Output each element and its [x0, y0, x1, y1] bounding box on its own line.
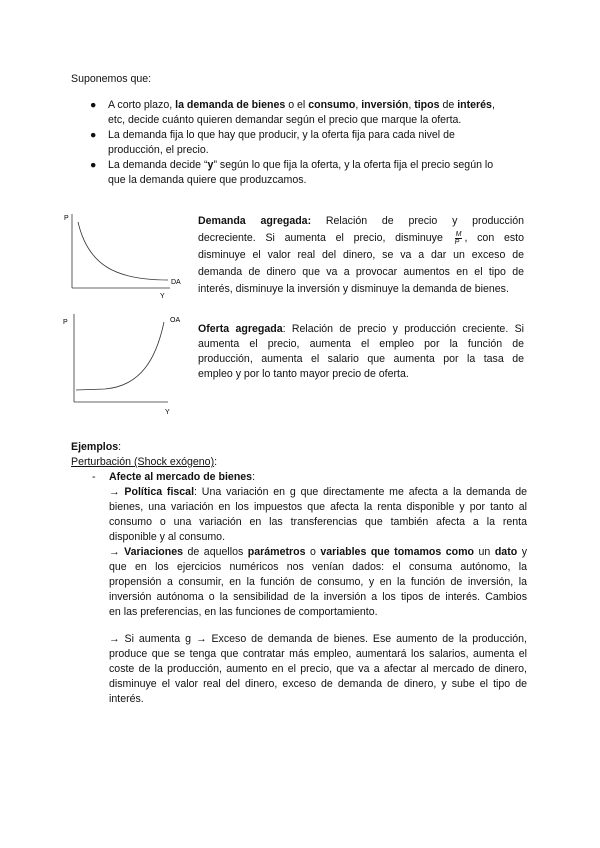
curve-label: OA	[170, 317, 181, 324]
curve-label: DA	[171, 279, 181, 286]
afecte-list-marker: -	[92, 471, 96, 483]
y-axis-label: P	[64, 215, 69, 222]
demanda-agregada-paragraph: Demanda agregada: Relación de precio y producción decreciente. Si aumenta el precio, disminuye $\frac{M}{P}$ , con esto disminuye el valor real del dinero, se va a dar un exceso de demanda de dinero que va a provocar aumentos en el tipo de interés, disminuye la inversión y disminuye la demanda de bienes.	[198, 215, 524, 295]
list-item: ● La demanda decide “y” según lo que fija la oferta, y la oferta fija el precio según lo que la demanda quiere que produzcamos.	[90, 159, 494, 186]
perturbacion-heading: Perturbación (Shock exógeno):	[71, 456, 218, 468]
list-item: ● La demanda fija lo que hay que producir, y la oferta fija para cada nivel de producción, el precio.	[90, 129, 455, 156]
supply-curve	[76, 322, 164, 390]
y-axis-label: P	[63, 319, 68, 326]
oferta-agregada-graph	[60, 310, 190, 420]
intro-text: Suponemos que:	[71, 73, 152, 85]
x-axis-label: Y	[160, 293, 165, 300]
bullet-dot-icon: ●	[90, 129, 97, 141]
m-over-p-fraction: $\frac{M}{P}$	[454, 230, 462, 246]
list-item: ● A corto plazo, la demanda de bienes o el consumo, inversión, tipos de interés, etc, decide cuánto quieren demandar según el precio que marque la oferta.	[90, 99, 495, 126]
demanda-agregada-graph	[60, 210, 190, 305]
bullet-dot-icon: ●	[90, 159, 97, 171]
bullet-dot-icon: ●	[90, 99, 97, 111]
demand-curve	[78, 222, 168, 280]
aumenta-g-paragraph: → Si aumenta g → Exceso de demanda de bienes. Ese aumento de la producción, produce que se tenga que contratar más empleo, aumentará los salarios, aumenta el coste de la producción, aumento en el precio, que va a afectar al mercado de dinero, disminuye el valor real del dinero, exceso de demanda de dinero, y sube el tipo de interés.	[109, 633, 527, 705]
afecte-heading: Afecte al mercado de bienes:	[109, 471, 256, 483]
x-axis-label: Y	[165, 409, 170, 416]
variaciones-paragraph: → Variaciones de aquellos parámetros o variables que tomamos como un dato y que en los ejercicios numéricos nos venían dados: el consuma autónomo, la propensión a consumir, en la función de consumo, y en la función de inversión, la inversión autónoma o la sensibilidad de la inversión a los tipos de interés. Cambios en las preferencias, en las funciones de comportamiento.	[109, 546, 528, 618]
oferta-agregada-paragraph: Oferta agregada: Relación de precio y producción creciente. Si aumenta el precio, aumenta el empleo por la función de producción, aumenta el salario que aumenta por la tasa de empleo y por lo tanto mayor precio de oferta.	[198, 323, 524, 380]
politica-fiscal-paragraph: → Política fiscal: Una variación en g que directamente me afecta a la demanda de bienes, una variación en los impuestos que afecta la renta disponible y por tanto al consumo o una variación en las transferencias que también afecta a la renta disponible y al consumo.	[109, 486, 527, 543]
ejemplos-heading: Ejemplos:	[71, 441, 122, 453]
